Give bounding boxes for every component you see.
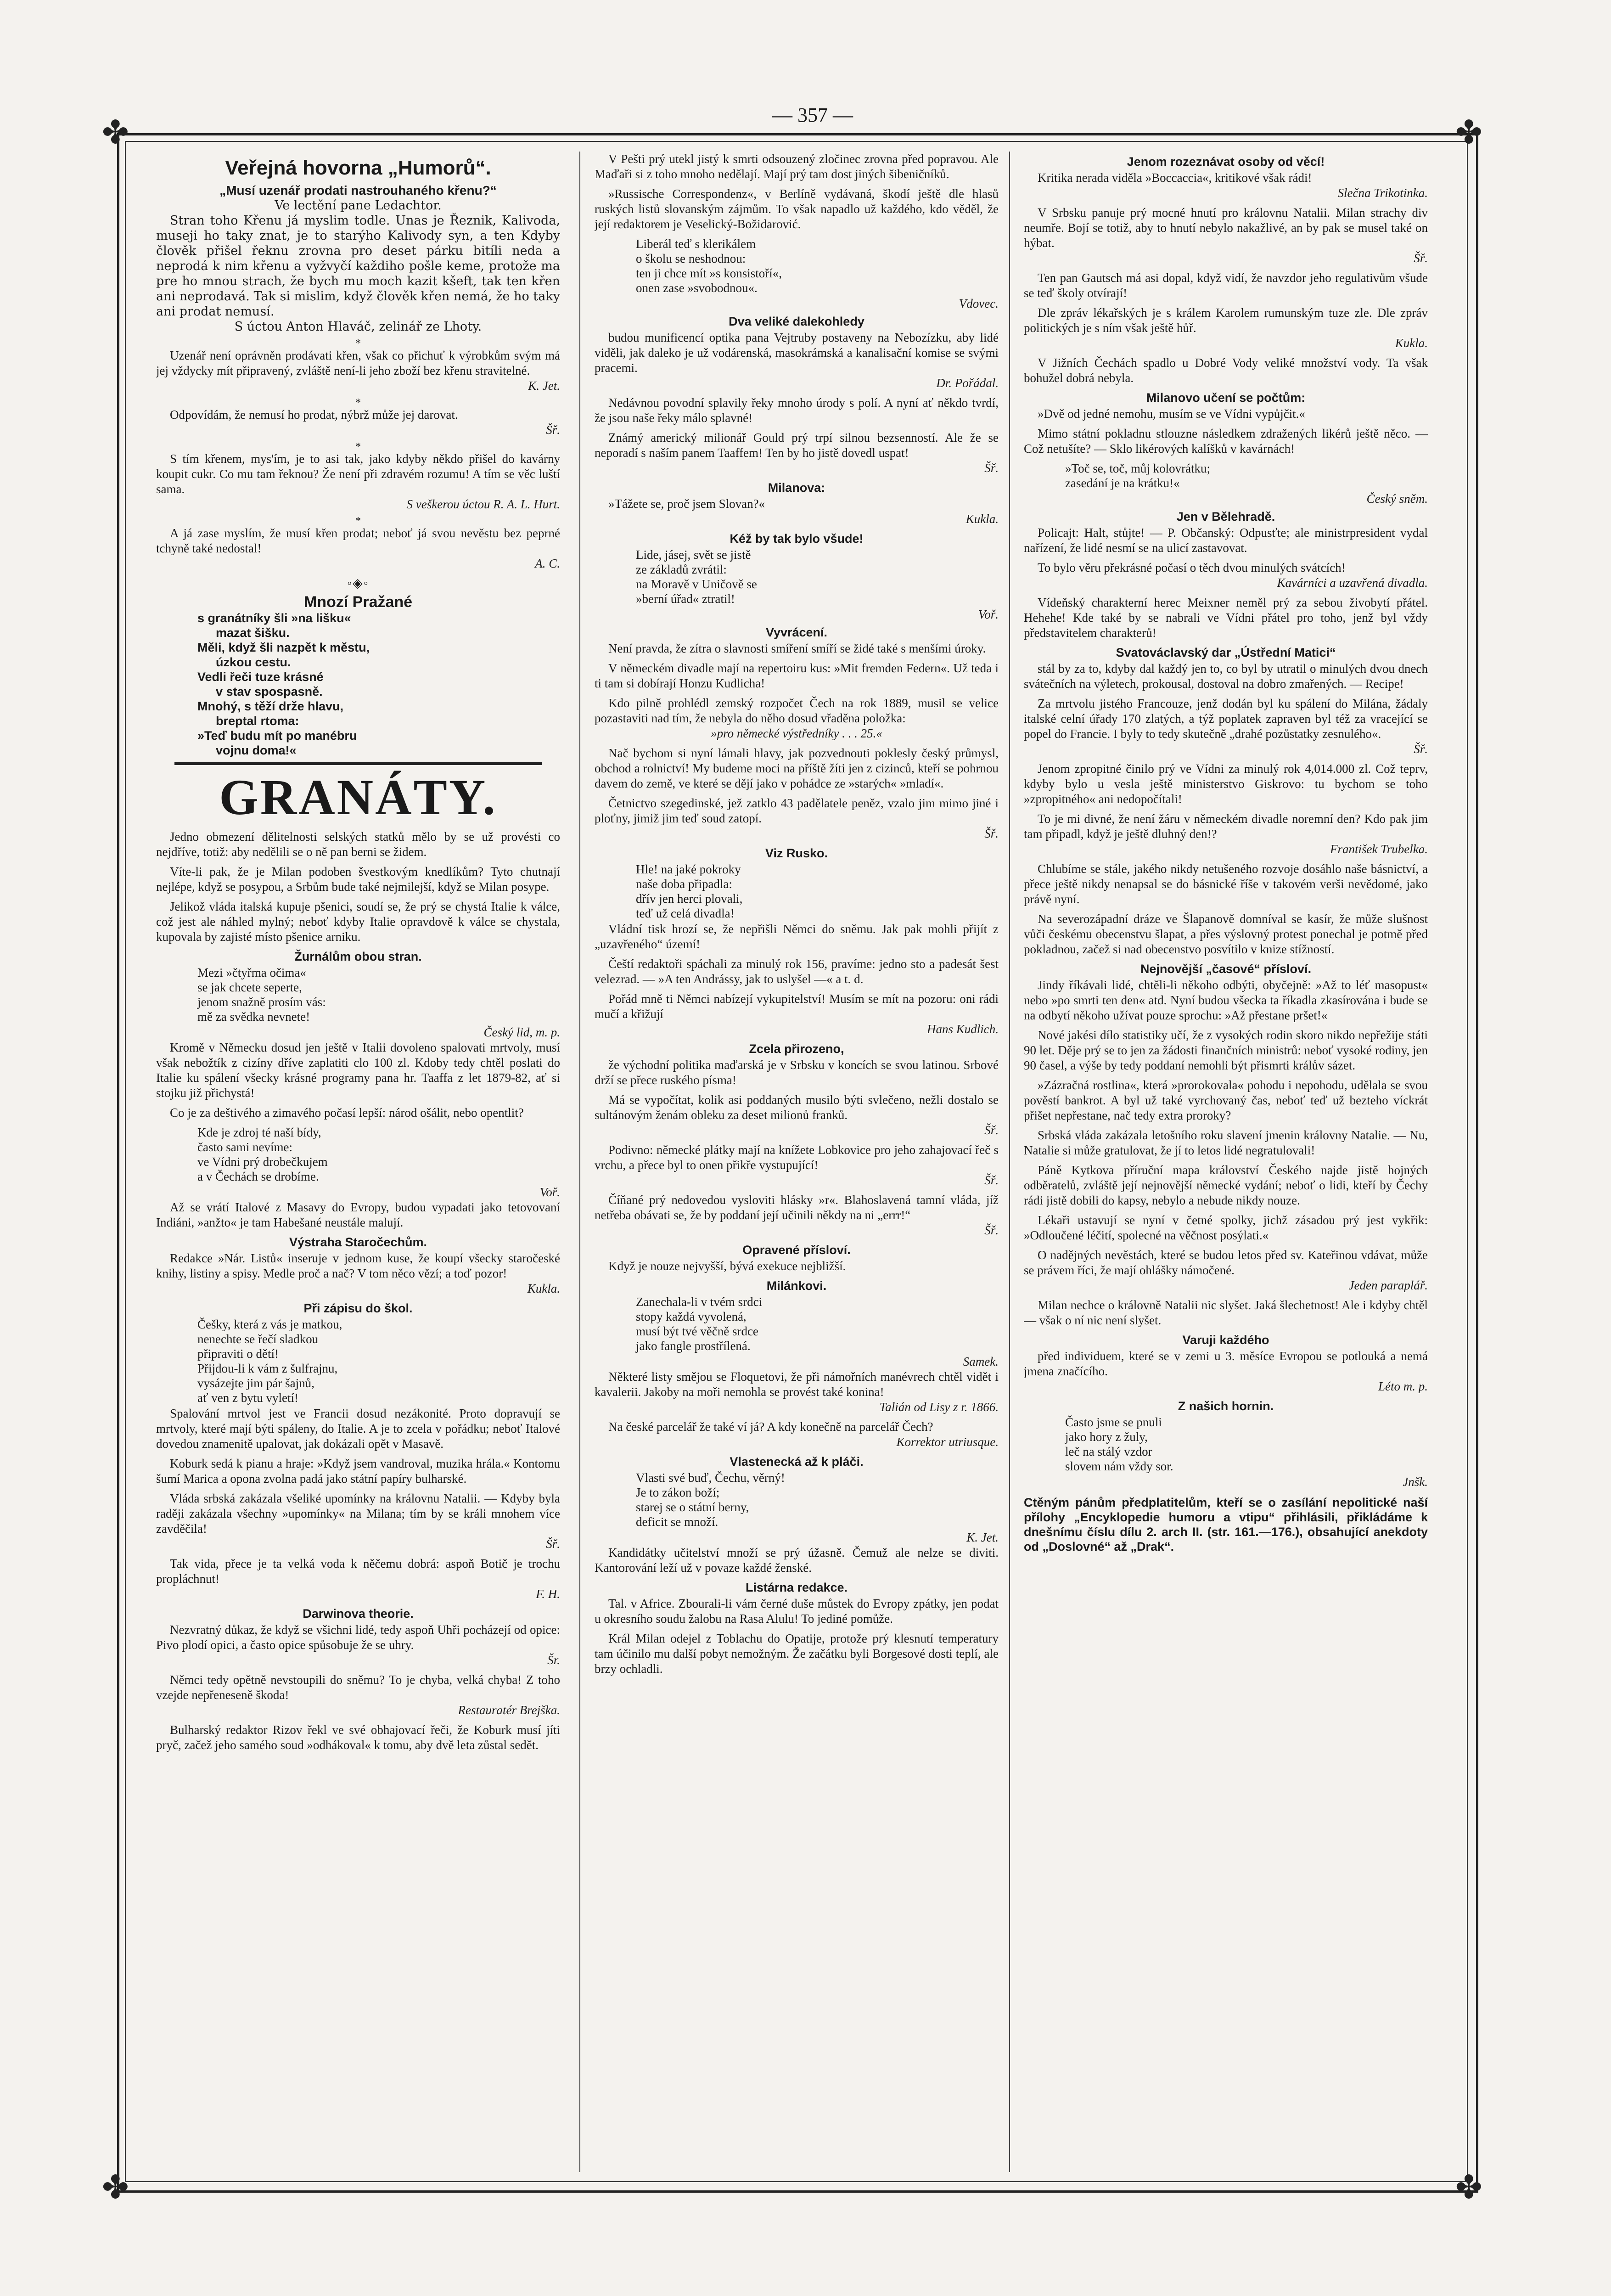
- signature: Voř.: [978, 608, 999, 621]
- column-right: [1024, 152, 1428, 2172]
- paragraph: Není pravda, že zítra o slavnosti smíření smíří se židé také s menšími úroky.: [608, 642, 986, 655]
- item-heading: Z našich hornin.: [1178, 1399, 1274, 1413]
- separator-star: *: [355, 441, 361, 453]
- paragraph: Když je nouze nejvyšší, bývá exekuce nejbližší.: [608, 1259, 846, 1273]
- item-heading: Milanova:: [768, 481, 825, 495]
- corner-ornament-icon: ✤: [102, 2170, 129, 2206]
- paragraph: O nadějných nevěstách, které se budou letos před sv. Kateřinou vdávat, může se právem říci, že mají ohlášky námočené.: [1024, 1248, 1428, 1277]
- column-divider: [579, 152, 580, 2172]
- section-masthead: GRANÁTY.: [219, 769, 497, 825]
- paragraph: Na severozápadní dráze ve Šlapanově domníval se kasír, že může slušnost vůči českému obecenstvu šlapat, a přes výslovný protest ponechal je potmě před pokladnou, začež si nad obecenstvo posvítilo v knize stížností.: [1024, 912, 1428, 956]
- signature: Šř.: [546, 1537, 560, 1551]
- paragraph: To bylo věru překrásné počasí o těch dvou minulých svátcích!: [1038, 561, 1346, 574]
- paragraph: Vláda srbská zakázala všeliké upomínky na královnu Natalii. — Kdyby byla raději zakázala všechny »upomínky« na Milana; tím by se králi mnohem více zavděčila!: [156, 1491, 560, 1536]
- separator-star: *: [355, 515, 361, 527]
- signature: Český lid, m. p.: [483, 1025, 560, 1039]
- paragraph: Pořád mně ti Němci nabízejí vykupitelství! Musím se mít na pozoru: oni rádi mučí a křižují: [595, 992, 999, 1021]
- poem: Mezi »čtyřma očima« se jak chcete seperte, jenom snažně prosím vás: mě za svědka nevnete!: [197, 966, 326, 1024]
- signature: Korrektor utriusque.: [896, 1435, 999, 1449]
- column-middle: [595, 152, 999, 2172]
- paragraph: V německém divadle mají na repertoiru kus: »Mit fremden Federn«. Už teda i ti tam si dobírají Honzu Kudlicha!: [595, 661, 999, 690]
- item-heading: Při zápisu do škol.: [303, 1301, 413, 1315]
- paragraph: Až se vrátí Italové z Masavy do Evropy, budou vypadati jako tetovovaní Indiáni, »anžto« je tam Habešané neustále malují.: [156, 1200, 560, 1229]
- item-heading: Milánkovi.: [766, 1279, 827, 1293]
- paragraph: Kandidátky učitelství množí se prý úžasně. Čemuž ale nelze se diviti. Kantorování leží už v povaze každé ženské.: [595, 1546, 999, 1575]
- signature: Kukla.: [1395, 336, 1428, 350]
- paragraph: Jedno obmezení dělitelnosti selských statků mělo by se už provésti co nejdříve, totiž: aby nedělili se o ně pan berni se židem.: [156, 830, 560, 859]
- signature: F. H.: [536, 1587, 560, 1601]
- poem: Hle! na jaké pokroky naše doba připadla: dřív jen herci plovali, teď už celá divadla!: [636, 862, 743, 920]
- item-heading: Jen v Bělehradě.: [1176, 510, 1275, 523]
- paragraph: Za mrtvolu jistého Francouze, jenž dodán byl ku spálení do Milána, žádaly italské celní úřady 170 zlatých, a týž poplatek zapraven byl též za vracející se popel do Francie. I byly to tedy skutečně „drahé pozůstatky zesnulého«.: [1024, 697, 1428, 741]
- separator-star: *: [355, 397, 361, 409]
- signature: Šř.: [1414, 251, 1428, 265]
- item-heading: Výstraha Staročechům.: [289, 1235, 427, 1249]
- paragraph: Kritika nerada viděla »Boccaccia«, kritikové však rádi!: [1038, 171, 1312, 185]
- article-subtitle: „Musí uzenář prodati nastrouhaného křenu?“: [219, 183, 497, 197]
- item-heading: Opravené přísloví.: [742, 1243, 851, 1257]
- paragraph: Jindy říkávali lidé, chtěli-li někoho odbýti, obyčejně: »Až to léť masopust« nebo »po smrti ten den« atd. Nyní budou všecka ta říkadla zkasírována i bude se na odbytí někoho užívat pouze sprochu: »Až přestane pršet!«: [1024, 978, 1428, 1022]
- item-heading: Žurnálům obou stran.: [294, 950, 422, 963]
- item-heading: Nejnovější „časové“ přísloví.: [1140, 962, 1312, 976]
- paragraph: Kromě v Německu dosud jen ještě v Italii dovoleno spalovati mrtvoly, musí však nebožtík z cizíny dříve zaplatiti clo 100 zl. Kdoby tedy chtěl poslati do Italie ku spálení všecky krásné programy pana hr. Taaffa z let 1879-82, ať si stojku již přichystá!: [156, 1041, 560, 1100]
- item-heading: Dva veliké dalekohledy: [729, 315, 864, 328]
- signature: K. Jet.: [528, 379, 560, 393]
- signature: Šr.: [547, 1653, 560, 1667]
- paragraph: Němci tedy opětně nevstoupili do sněmu? To je chyba, velká chyba! Z toho vzejde nepřeneseně škoda!: [156, 1673, 560, 1702]
- paragraph: že východní politika maďarská je v Srbsku v koncích se svou latinou. Srbové drží se přece ruského písma!: [595, 1058, 999, 1087]
- signature: Kukla.: [965, 512, 999, 526]
- paragraph: To je mi divné, že není žáru v německém divadle noremní den? Kdo pak jim tam připadl, když je ještě dluhný den!?: [1024, 812, 1428, 841]
- signature: Šř.: [984, 461, 999, 475]
- salutation: Ve lectění pane Ledachtor.: [275, 198, 442, 213]
- paragraph: Tak vida, přece je ta velká voda k něčemu dobrá: aspoň Botič je trochu propláchnut!: [156, 1557, 560, 1586]
- signature: K. Jet.: [966, 1531, 999, 1544]
- paragraph: »Tážete se, proč jsem Slovan?«: [608, 497, 765, 511]
- column-left: [156, 152, 560, 2172]
- paragraph: A já zase myslím, že musí křen prodat; neboť já svou nevěstu bez peprné tchyně také nedostal!: [156, 526, 560, 555]
- paragraph: Dle zpráv lékařských je s králem Karolem rumunským tuze zle. Dle zpráv politických je s ním však ještě hůř.: [1024, 306, 1428, 335]
- poem: Vlasti své buď, Čechu, věrný! Je to zákon boží; starej se o státní berny, deficit se množí.: [636, 1471, 785, 1529]
- quoted-item: »pro německé výstředníky . . . 25.«: [711, 726, 882, 740]
- signature: Voř.: [539, 1185, 560, 1199]
- paragraph: Kdo pilně prohlédl zemský rozpočet Čech na rok 1889, musil se velice pozastaviti nad tím, že nebyla do něho dosud vřaděna položka:: [595, 696, 999, 725]
- poem: Zanechala-li v tvém srdci stopy každá vyvolená, musí být tvé věčně srdce jako fangle prostřílená.: [636, 1295, 763, 1353]
- paragraph: Nové jakési dílo statistiky učí, že z vysokých rodin skoro nikdo nepřežije státi 90 let. Děje prý se to jen za žádosti finančních ministrů: neboť vysoké rodiny, jen 90 časel, a výše by tedy poddaní nemohli být přismrti králův sázet.: [1024, 1028, 1428, 1072]
- item-heading: Kéž by tak bylo všude!: [730, 532, 864, 546]
- paragraph: Na české parcelář že také ví já? A kdy konečně na parcelář Čech?: [608, 1420, 933, 1434]
- item-heading: Zcela přirozeno,: [749, 1042, 844, 1056]
- paragraph: Tal. v Africe. Zbourali-li vám černé duše můstek do Evropy zpátky, jen podat u okresního soudu žalobu na Rasa Alulu! To jediné pomůže.: [595, 1597, 999, 1626]
- signature: Talián od Lisy z r. 1866.: [879, 1400, 999, 1414]
- paragraph: Co je za deštivého a zimavého počasí lepší: národ ošálit, nebo opentlit?: [170, 1106, 524, 1120]
- signature: Šř.: [984, 1173, 999, 1187]
- corner-ornament-icon: ✤: [1455, 2170, 1482, 2206]
- page-number: — 357 —: [772, 104, 853, 126]
- item-heading: Milanovo učení se počtům:: [1146, 391, 1306, 405]
- paragraph: Vídeňský charakterní herec Meixner neměl prý za sebou živobytí přátel. Hehehe! Kde také by se nabrali ve Vídni přátel pro toho, jenž byl vždy představitelem charakterů!: [1024, 596, 1428, 640]
- paragraph: Nedávnou povodní splavily řeky mnoho úrody s polí. A nyní ať někdo tvrdí, že jsou naše řeky málo splavné!: [595, 396, 999, 425]
- paragraph: Redakce »Nár. Listů« inseruje v jednom kuse, že koupí všecky staročeské knihy, listiny a spisy. Medle proč a nač? V tom něco vězí; a toď pozor!: [156, 1251, 560, 1280]
- paragraph: Mimo státní pokladnu stlouzne následkem zdražených likérů ještě něco. — Což netušíte? — Sklo likérových kalíšků v kavárnách!: [1024, 427, 1428, 456]
- paragraph: Má se vypočítat, kolik asi poddaných musilo býti svlečeno, nežli dostalo se sultánovým ženám obleku za deset milionů franků.: [595, 1093, 999, 1122]
- signature: Šř.: [984, 1123, 999, 1137]
- signature: Léto m. p.: [1378, 1379, 1428, 1393]
- paragraph: Uzenář není oprávněn prodávati křen, však co přichuť k výrobkům svým má jej vždycky mít připravený, zvláště není-li jeho zboží bez křenu stravitelné.: [156, 349, 560, 377]
- paragraph: Lékaři ustavují se nyní v četné spolky, jichž zásadou prý jest vykřik: »Odloučené léčití, spolecné na věčnost posýlati.«: [1024, 1213, 1428, 1242]
- paragraph: Policajt: Halt, stůjte! — P. Občanský: Odpusťte; ale ministrpresident vydal nařízení, že lidé nesmí se na ulicí zastavovat.: [1024, 526, 1428, 555]
- paragraph: Víte-li pak, že je Milan podoben švestkovým knedlíkům? Tyto chutnají nejlépe, když se posypou, a Srbům bude také nejmilejší, když se Milan posype.: [156, 865, 560, 894]
- paragraph: Nač bychom si nyní lámali hlavy, jak pozvednouti poklesly český průmysl, obchod a rolnictví! My budeme moci na příště žíti jen z cizinců, kteří se pohrnou davem do země, ve které se dějí jako v pohádce ze »starých« »mladí«.: [595, 746, 999, 790]
- paragraph: Odpovídám, že nemusí ho prodat, nýbrž může jej darovat.: [170, 408, 458, 422]
- paragraph: stál by za to, kdyby dal každý jen to, co byl by utratil o minulých dvou dnech svátečních na výletech, prokousal, dostoval na dobro zmařených. — Recipe!: [1024, 662, 1428, 691]
- paragraph: Král Milan odejel z Toblachu do Opatije, protože prý klesnutí temperatury tam účinilo mu další pobyt nemožným. Že začátku byli Borgesové dosti teplí, ale brzy ochladli.: [595, 1632, 999, 1676]
- item-heading: Vyvrácení.: [765, 625, 828, 639]
- signature: A. C.: [535, 557, 560, 570]
- paragraph: Číňané prý nedovedou vysloviti hlásky »r«. Blahoslavená tamní vláda, jíž netřeba obávati se, že by poddaní její učinili někdy na ni „errr!“: [595, 1193, 999, 1222]
- signature: Kukla.: [527, 1282, 560, 1295]
- paragraph: Milan nechce o královně Natalii nic slyšet. Jaká šlechetnost! Ale i kdyby chtěl — však o ní nic není slyšet.: [1024, 1298, 1428, 1327]
- letter: [156, 198, 560, 334]
- paragraph: Chlubíme se stále, jakého nikdy netušeného rozvoje dosáhlo naše básnictví, a přece ještě nikdy nenapsal se do básnické říše v takovém verši nevědomé, jako právě nyní.: [1024, 862, 1428, 906]
- paragraph: před individuem, které se v zemi u 3. měsíce Evropou se potlouká a nemá jmena značícího.: [1024, 1349, 1428, 1378]
- paragraph: Četnictvo szegedinské, jež zatklo 43 padělatele peněz, vzalo jim mimo jiné i ploťny, jimiž jim teď soud zatopí.: [595, 796, 999, 825]
- poem: Často jsme se pnuli jako hory z žuly, leč na stálý vzdor slovem nám vždy sor.: [1065, 1415, 1173, 1473]
- paragraph: Ten pan Gautsch má asi dopal, když vidí, že navzdor jeho regulativům všude se teď školy otvírají!: [1024, 271, 1428, 300]
- paragraph: Koburk sedá k pianu a hraje: »Když jsem vandroval, muzika hrála.« Kontomu šumí Marica a opona zvolna padá jako státní papíry bulharské.: [156, 1457, 560, 1486]
- paragraph: budou munificencí optika pana Vejtruby postaveny na Nebozízku, aby lidé viděli, jak daleko je už vodárenská, masokrámská a kanalisační komise se svými pracemi.: [595, 331, 999, 375]
- signature: S úctou Anton Hlaváč, zelinář ze Lhoty.: [234, 320, 482, 334]
- paragraph: V Jižních Čechách spadlo u Dobré Vody veliké množství vody. Ta však bohužel dobrá nebyla.: [1024, 356, 1428, 385]
- signature: Šř.: [1414, 742, 1428, 756]
- signature: Český sněm.: [1366, 492, 1428, 506]
- heavy-divider: [174, 762, 542, 765]
- paragraph: »Zázračná rostlina«, která »prorokovala« pohodu i nepohodu, udělala se svou pověstí bankrot. A byl už také vyrchovaný čas, neboť teď už bezteho víckrát přišet nepřestane, nač tedy extra proroky?: [1024, 1078, 1428, 1122]
- item-heading: Svatováclavský dar „Ústřední Matici“: [1116, 646, 1336, 659]
- separator-star: *: [355, 338, 361, 349]
- signature: Šř.: [984, 1223, 999, 1237]
- signature: S veškerou úctou R. A. L. Hurt.: [406, 497, 560, 511]
- section-title: Veřejná hovorna „Humorů“.: [225, 157, 491, 179]
- paragraph: Vládní tisk hrozí se, že nepřišli Němci do sněmu. Jak pak mohli přijít z „uzavřeného“ území!: [595, 922, 999, 951]
- signature: Jnšk.: [1403, 1475, 1428, 1489]
- item-heading: Darwinova theorie.: [303, 1607, 414, 1621]
- signature: František Trubelka.: [1330, 842, 1428, 856]
- signature: Restauratér Brejška.: [458, 1703, 560, 1717]
- signature: Šř.: [984, 827, 999, 840]
- paragraph: »Dvě od jedné nemohu, musím se ve Vídni vypůjčit.«: [1038, 407, 1305, 421]
- poem: s granátníky šli »na lišku« mazat šišku. Měli, když šli nazpět k městu, úzkou cestu. Vedli řeči tuze krásné v stav spospasně. Mnohý, s těží drže hlavu, breptal rtoma: »Teď budu mít po manébru vojnu doma!«: [197, 611, 370, 757]
- paragraph: Jelikož vláda italská kupuje pšenici, soudí se, že prý se chystá Italie k válce, což jest ale náhled mylný; neboť kdyby Italie opravdově k válce se chystala, kupovala by zajisté místo pšenice arniku.: [156, 900, 560, 944]
- corner-ornament-icon: ✤: [102, 115, 129, 151]
- paragraph: »Russische Correspondenz«, v Berlíně vydávaná, škodí ještě dle hlasů ruských listů slovanským zájmům. To však napadlo už každého, kdo věděl, že její redaktorem je Veselický-Božidarović.: [595, 187, 999, 231]
- poem-title: Mnozí Pražané: [303, 593, 413, 611]
- paragraph: Podivno: německé plátky mají na knížete Lobkovice pro jeho zahajovací řeč s vrchu, a přece byl to onen přikře vystupující!: [595, 1143, 999, 1172]
- paragraph: Páně Kytkova příruční mapa království Českého najde jistě hojných odběratelů, zvláště její nejnovější německé vydání; neboť o lidi, kteří by Čechy rádi jistě dobili do kapsy, nebylo a nebude nikdy nouze.: [1024, 1163, 1428, 1207]
- signature: Dr. Pořádal.: [936, 376, 999, 390]
- paragraph: Čeští redaktoři spáchali za minulý rok 156, pravíme: jedno sto a padesát šest velezrad. — »A ten Andrássy, jak to uslyšel —« a t. d.: [595, 957, 999, 986]
- item-heading: Varuji každého: [1182, 1333, 1269, 1347]
- signature: Slečna Trikotinka.: [1337, 186, 1428, 200]
- signature: Samek.: [963, 1355, 999, 1368]
- signature: Šř.: [546, 423, 560, 437]
- paragraph: Bulharský redaktor Rizov řekl ve své obhajovací řeči, že Koburk musí jíti pryč, začež jeho samého soud »odhákoval« k tomu, aby dvě leta zůstal sedět.: [156, 1723, 560, 1752]
- item-heading: Viz Rusko.: [765, 846, 828, 860]
- paragraph: V Pešti prý utekl jistý k smrti odsouzený zločinec zrovna před popravou. Ale Maďaři si z toho mnoho nedělají. Mají prý tam dost jiných šibeničníků.: [595, 152, 999, 181]
- corner-ornament-icon: ✤: [1455, 115, 1482, 151]
- poem: Liberál teď s klerikálem o školu se neshodnou: ten ji chce mít »s konsistoří«, onen zase »svobodnou«.: [636, 237, 782, 295]
- signature: Jeden paraplář.: [1348, 1278, 1428, 1292]
- paragraph: S tím křenem, mys'ím, je to asi tak, jako kdyby někdo přišel do kavárny koupit cukr. Co mu tam řeknou? Že není při zdravém rozumu! A tím se věc luští sama.: [156, 452, 560, 496]
- paragraph: V Srbsku panuje prý mocné hnutí pro královnu Natalii. Milan strachy div neumře. Bojí se totiž, aby to hnutí nebylo nakažlivé, an by pak se musel také on hýbat.: [1024, 206, 1428, 250]
- paragraph: Nezvratný důkaz, že když se všichni lidé, tedy aspoň Uhři pocházejí od opice: Pivo plodí opici, a často opice spůsobuje že se uhry.: [156, 1623, 560, 1652]
- poem: Lide, jásej, svět se jistě ze základů zvrátil: na Moravě v Uničově se »berní úřad« ztratil!: [636, 548, 757, 606]
- signature: Vdovec.: [959, 297, 999, 310]
- poem: Češky, která z vás je matkou, nenechte se řečí sladkou připraviti o dětí! Přijdou-li k vám z šulfrajnu, vysázejte jim pár šajnů, ať ven z bytu vyletí!: [197, 1317, 342, 1405]
- paragraph: Některé listy smějou se Floquetovi, že při námořních manévrech chtěl vidět i kavalerii. Jakoby na moři nemohla se provést také konina!: [595, 1370, 999, 1399]
- signature: Hans Kudlich.: [926, 1022, 999, 1036]
- column-divider: [1009, 152, 1010, 2172]
- ornament-divider: ◦◈◦: [347, 576, 369, 591]
- subscriber-notice: Ctěným pánům předplatitelům, kteří se o zasílání nepolitické naší přílohy „Encyklopedie humoru a vtipu“ přihlásili, přikládáme k dnešnímu číslu dílu 2. arch II. (str. 161.—176.), obsahující anekdoty od „Doslovné“ až „Drak“.: [1024, 1496, 1428, 1553]
- item-heading: Listárna redakce.: [745, 1581, 848, 1594]
- item-heading: Jenom rozeznávat osoby od věcí!: [1127, 155, 1325, 169]
- paragraph: Spalování mrtvol jest ve Francii dosud nezákonité. Proto dopravují se mrtvoly, které mají býti spáleny, do Italie. A je to zcela v pořádku; neboť Italové dovedou znamenitě upalovat, jak dokázali opět v Masavě.: [156, 1407, 560, 1451]
- item-heading: Vlastenecká až k pláči.: [730, 1455, 864, 1469]
- poem: »Toč se, toč, můj kolovrátku; zasedání je na krátku!«: [1065, 461, 1211, 490]
- signature: Kavárníci a uzavřená divadla.: [1277, 576, 1428, 590]
- paragraph: Stran toho Křenu já myslim todle. Unas je Řeznik, Kalivoda, museji ho taky znat, je to starýho Kalivody syn, a ten Kdyby člověk přišel řeknu zrovna pro deset párku bitíli neda a neprodá k nim křenu a vyžvyčí každiho pošle keme, protože ma pre ho mnou strach, že bych mu moch kazit kšeft, tak ten křen ani neprodavá. Tak si mislim, když člověk křen nemá, že ho taky ani prodat nemusí.: [156, 214, 560, 319]
- paragraph: Jenom zpropitné činilo prý ve Vídni za minulý rok 4,014.000 zl. Což teprv, kdyby bylo u vesla ještě ministerstvo Giskrovo: tu bychom se toho »zpropitného« ani nedopočítali!: [1024, 762, 1428, 806]
- poem: Kde je zdroj té naší bídy, často sami nevíme: ve Vídni prý drobečkujem a v Čechách se drobíme.: [197, 1125, 328, 1183]
- paragraph: Známý americký milionář Gould prý trpí silnou bezsenností. Ale že se neporadí s naším panem Taaffem! Ten by ho jistě dovedl uspat!: [595, 431, 999, 460]
- paragraph: Srbská vláda zakázala letošního roku slavení jmenin královny Natalie. — Nu, Natalie si může gratulovat, že jí to letos lidé negratulovali!: [1024, 1128, 1428, 1157]
